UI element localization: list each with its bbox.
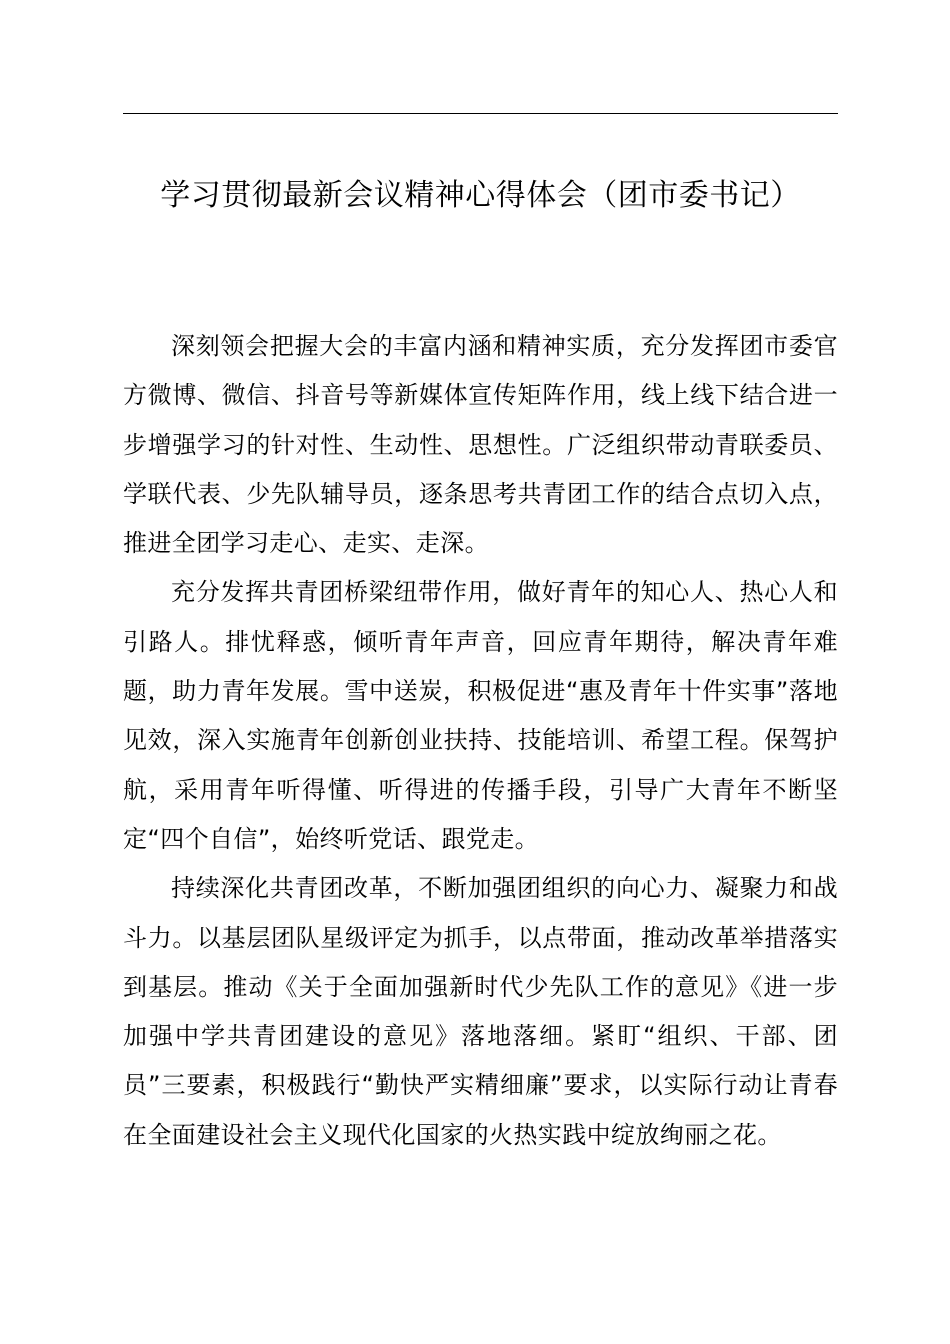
document-body [123, 322, 838, 1160]
document-title: 学习贯彻最新会议精神心得体会（团市委书记） [160, 178, 801, 213]
paragraph-reform: 持续深化共青团改革，不断加强团组织的向心力、凝聚力和战斗力。以基层团队星级评定为抓手，以点带面，推动改革举措落实到基层。推动《关于全面加强新时代少先队工作的意见》《进一步加强中学共青团建设的意见》落地落细。紧盯“组织、干部、团员”三要素，积极践行“勤快严实精细廉”要求，以实际行动让青春在全面建设社会主义现代化国家的火热实践中绽放绚丽之花。 [123, 874, 838, 1149]
header-rule [123, 113, 838, 114]
paragraph-bridge: 充分发挥共青团桥梁纽带作用，做好青年的知心人、热心人和引路人。排忧释惑，倾听青年声音，回应青年期待，解决青年难题，助力青年发展。雪中送炭，积极促进“惠及青年十件实事”落地见效，深入实施青年创新创业扶持、技能培训、希望工程。保驾护航，采用青年听得懂、听得进的传播手段，引导广大青年不断坚定“四个自信”，始终听党话、跟党走。 [123, 578, 838, 853]
paragraph-study: 深刻领会把握大会的丰富内涵和精神实质，充分发挥团市委官方微博、微信、抖音号等新媒体宣传矩阵作用，线上线下结合进一步增强学习的针对性、生动性、思想性。广泛组织带动青联委员、学联代表、少先队辅导员，逐条思考共青团工作的结合点切入点，推进全团学习走心、走实、走深。 [123, 332, 838, 558]
